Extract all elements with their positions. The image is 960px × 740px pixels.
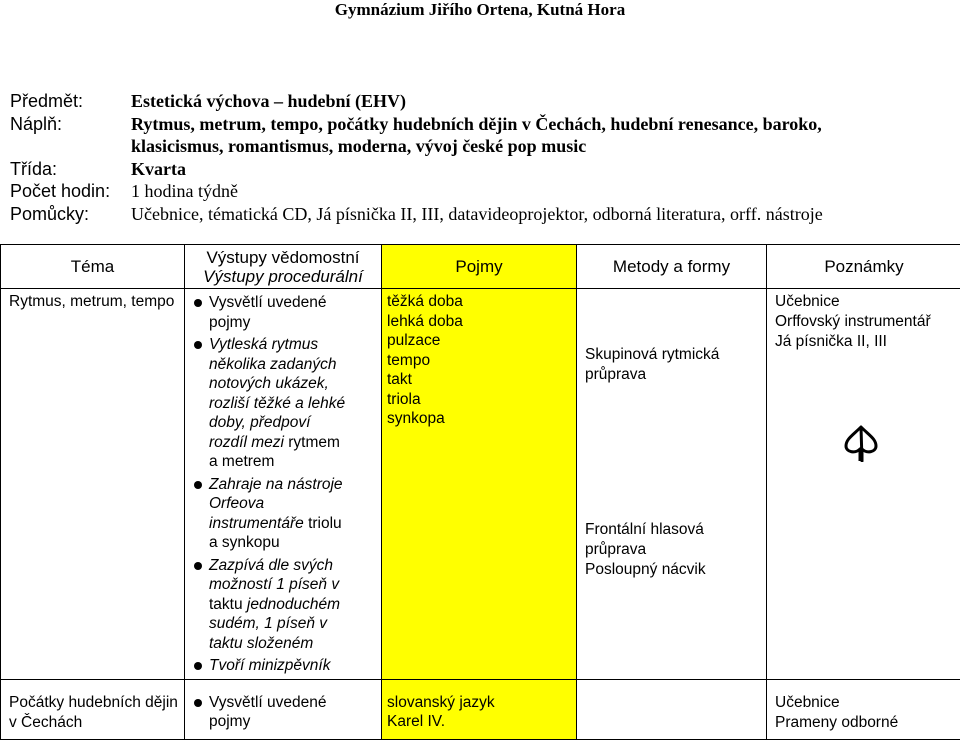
header-metody: Metody a formy [577, 245, 767, 289]
header-tema: Téma [1, 245, 185, 289]
outcome-text: Zazpívá dle svých možností 1 píseň v [209, 557, 339, 594]
pojem-item: slovanský jazyk [387, 693, 576, 713]
outcome-item [193, 656, 349, 676]
poznamka-item: Prameny odborné [775, 713, 960, 733]
header-vystupy-proceduralni: Výstupy procedurální [185, 267, 381, 286]
pojem-item: těžká doba [387, 292, 576, 312]
outcomes-cell [185, 679, 382, 739]
metody-group-a [585, 345, 719, 385]
info-value: klasicismus, romantismus, moderna, vývoj české pop music [131, 135, 931, 158]
poznamky-cell [767, 289, 960, 680]
poznamky-list [775, 693, 960, 733]
outcome-item [193, 335, 349, 472]
header-vystupy-vedomostni: Výstupy vědomostní [185, 248, 381, 267]
school-title: Gymnázium Jiřího Ortena, Kutná Hora [0, 0, 960, 20]
outcome-text: triolu a synkopu [209, 515, 342, 552]
pojmy-cell [382, 679, 577, 739]
info-value: Učebnice, tématická CD, Já písnička II, III, datavideoprojektor, odborná literatura, orff. nástroje [131, 203, 931, 226]
outcomes-list [185, 289, 381, 676]
info-label: Pomůcky: [10, 203, 131, 226]
outcome-text: rytmem a metrem [209, 434, 340, 471]
outcome-item [193, 293, 349, 332]
info-row [10, 158, 931, 181]
info-row [10, 180, 931, 203]
poznamka-item: Učebnice [775, 292, 960, 312]
outcome-text: Tvoří minizpěvník [209, 657, 330, 674]
metoda-item: Skupinová rytmická [585, 345, 719, 365]
pojmy-cell [382, 289, 577, 680]
info-row [10, 135, 931, 158]
header-poznamky: Poznámky [767, 245, 960, 289]
pojem-item: takt [387, 370, 576, 390]
poznamka-item: Já písnička II, III [775, 332, 960, 352]
metoda-item: průprava [585, 365, 719, 385]
info-value: Kvarta [131, 158, 931, 181]
metoda-item: Frontální hlasová [585, 520, 706, 540]
info-label: Třída: [10, 158, 131, 181]
info-value: Rytmus, metrum, tempo, počátky hudebních dějin v Čechách, hudební renesance, baroko, [131, 113, 931, 136]
info-value: 1 hodina týdně [131, 180, 931, 203]
outcome-text: taktu [209, 596, 247, 613]
outcome-text: jednoduchém sudém, 1 píseň v taktu složeném [209, 596, 340, 652]
poznamka-item: Orffovský instrumentář [775, 312, 960, 332]
pojem-item: lehká doba [387, 312, 576, 332]
outcome-item [193, 693, 349, 732]
outcomes-cell [185, 289, 382, 680]
outcome-text: Vytleská rytmus několika zadaných notových ukázek, rozliší těžké a lehké doby, předpoví rozdíl mezi [209, 336, 345, 451]
spade-icon [843, 424, 879, 462]
poznamka-item: Učebnice [775, 693, 960, 713]
pojem-item: Karel IV. [387, 712, 576, 732]
outcomes-list [185, 680, 381, 732]
header-pojmy: Pojmy [382, 245, 577, 289]
table-row [1, 679, 960, 739]
pojem-item: synkopa [387, 409, 576, 429]
outcome-text: Vysvětlí uvedené pojmy [209, 294, 326, 331]
metoda-item: Posloupný nácvik [585, 560, 706, 580]
metoda-item: průprava [585, 540, 706, 560]
outcome-text: Zahraje na nástroje Orfeova instrumentáře [209, 476, 343, 532]
tema-cell: Počátky hudebních dějin v Čechách [1, 679, 185, 739]
info-value: Estetická výchova – hudební (EHV) [131, 90, 931, 113]
subject-info [10, 90, 931, 225]
info-row [10, 90, 931, 113]
pojem-item: triola [387, 390, 576, 410]
info-row [10, 113, 931, 136]
poznamky-cell [767, 679, 960, 739]
table-header-row [1, 245, 960, 289]
pojmy-list [387, 292, 576, 429]
metody-group-b [585, 520, 706, 580]
pojmy-list [387, 693, 576, 732]
header-vystupy [185, 245, 382, 289]
info-label [10, 135, 131, 158]
curriculum-table [0, 244, 960, 740]
poznamky-list [775, 292, 960, 352]
outcome-item [193, 475, 349, 553]
tema-cell: Rytmus, metrum, tempo [1, 289, 185, 680]
pojem-item: tempo [387, 351, 576, 371]
table-row [1, 289, 960, 680]
pojem-item: pulzace [387, 331, 576, 351]
info-row [10, 203, 931, 226]
outcome-item [193, 556, 349, 654]
info-label: Předmět: [10, 90, 131, 113]
info-label: Počet hodin: [10, 180, 131, 203]
metody-cell [577, 289, 767, 680]
outcome-text: Vysvětlí uvedené pojmy [209, 694, 326, 731]
metody-cell [577, 679, 767, 739]
info-label: Náplň: [10, 113, 131, 136]
